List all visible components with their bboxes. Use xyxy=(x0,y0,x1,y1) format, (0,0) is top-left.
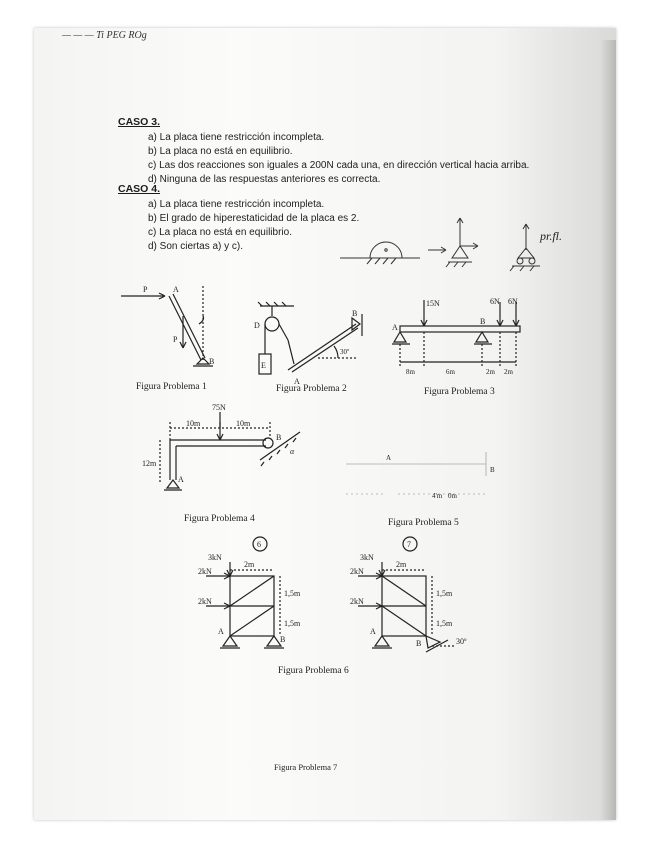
sketch-label: pr.fl. xyxy=(540,229,563,243)
fig4-caption: Figura Problema 4 xyxy=(184,514,255,524)
fig4-label-6: α xyxy=(290,447,295,456)
fig6-label-6: A xyxy=(218,627,224,636)
fig4-label-0: 75N xyxy=(212,403,226,412)
fig6-caption: Figura Problema 6 xyxy=(278,666,349,676)
fig7-label-7: B xyxy=(416,639,422,648)
caso3-item-a: a) La placa tiene restricción incompleta. xyxy=(148,132,325,143)
fig2-caption: Figura Problema 2 xyxy=(276,384,347,394)
fig4-label-3: 12m xyxy=(142,459,157,468)
fig6-label-3: 2m xyxy=(244,560,255,569)
fig4-label-2: 10m xyxy=(236,419,251,428)
caso4-item-c: c) La placa no está en equilibrio. xyxy=(148,227,292,238)
figure-problem-1 xyxy=(115,278,225,378)
scanned-page xyxy=(34,28,616,820)
fig3-label-0: 15N xyxy=(426,299,440,308)
fig1-label-0: P xyxy=(143,285,148,294)
fig3-label-7: 2m xyxy=(486,368,495,376)
fig7-label-2: 2kN xyxy=(350,597,364,606)
caso4-heading: CASO 4. xyxy=(118,183,161,195)
caso3-item-d: d) Ninguna de las respuestas anteriores es correcta. xyxy=(148,174,381,185)
fig7-label-6: A xyxy=(370,627,376,636)
fig3-label-5: 8m xyxy=(406,368,415,376)
caso3-item-c: c) Las dos reacciones son iguales a 200N cada una, en dirección vertical hacia arriba. xyxy=(148,160,530,171)
fig4-label-4: B xyxy=(276,433,282,442)
fig7-caption: Figura Problema 7 xyxy=(274,762,338,772)
fig6-circle: 6 xyxy=(257,540,261,549)
fig4-label-5: A xyxy=(178,475,184,484)
fig1-label-2: P xyxy=(173,335,178,344)
fig5-label-2: 4'm xyxy=(432,492,443,500)
fig5-label-0: A xyxy=(386,454,392,462)
fig2-label-4: 30º xyxy=(340,348,350,356)
caso3-heading: CASO 3. xyxy=(118,116,161,128)
fig3-label-3: A xyxy=(392,323,398,332)
fig4-label-1: 10m xyxy=(186,419,201,428)
caso3-item-b: b) La placa no está en equilibrio. xyxy=(148,146,293,157)
caso4-item-b: b) El grado de hiperestaticidad de la placa es 2. xyxy=(148,213,360,224)
fig2-label-1: E xyxy=(261,361,266,370)
caso4-item-a: a) La placa tiene restricción incompleta. xyxy=(148,199,325,210)
fig6-label-2: 2kN xyxy=(198,597,212,606)
caso4-item-d: d) Son ciertas a) y c). xyxy=(148,241,244,252)
fig7-label-1: 2kN xyxy=(350,567,364,576)
fig7-label-5: 1,5m xyxy=(436,619,453,628)
fig3-label-8: 2m xyxy=(504,368,513,376)
fig2-label-3: A xyxy=(294,377,300,386)
fig6-label-0: 3kN xyxy=(208,553,222,562)
figure-problem-7 xyxy=(344,534,484,659)
fig6-label-7: B xyxy=(280,635,286,644)
fig1-label-1: A xyxy=(173,285,179,294)
fig5-label-3: 0m xyxy=(448,492,457,500)
figure-problem-3 xyxy=(390,296,530,386)
header-scribble: — — — Ti PEG ROg xyxy=(62,30,147,41)
fig1-caption: Figura Problema 1 xyxy=(136,382,207,392)
fig2-label-2: B xyxy=(352,309,358,318)
page-shadow-edge xyxy=(600,40,616,820)
fig3-label-2: 6N xyxy=(508,297,518,306)
fig6-label-1: 2kN xyxy=(198,567,212,576)
fig7-label-8: 30º xyxy=(456,637,467,646)
fig1-label-3: B xyxy=(209,357,215,366)
fig7-circle: 7 xyxy=(407,540,411,549)
figure-problem-2 xyxy=(248,304,378,394)
figure-problem-5 xyxy=(336,446,516,506)
fig7-label-0: 3kN xyxy=(360,553,374,562)
support-sketch xyxy=(330,210,590,280)
fig7-label-4: 1,5m xyxy=(436,589,453,598)
fig7-label-3: 2m xyxy=(396,560,407,569)
fig2-label-0: D xyxy=(254,321,260,330)
fig3-label-1: 6N xyxy=(490,297,500,306)
fig3-caption: Figura Problema 3 xyxy=(424,387,495,397)
fig6-label-4: 1,5m xyxy=(284,589,301,598)
figure-problem-6 xyxy=(196,534,326,659)
figure-problem-4 xyxy=(140,402,310,497)
fig3-label-4: B xyxy=(480,317,486,326)
fig5-label-1: B xyxy=(490,466,495,474)
fig5-caption: Figura Problema 5 xyxy=(388,518,459,528)
fig3-label-6: 6m xyxy=(446,368,455,376)
fig6-label-5: 1,5m xyxy=(284,619,301,628)
